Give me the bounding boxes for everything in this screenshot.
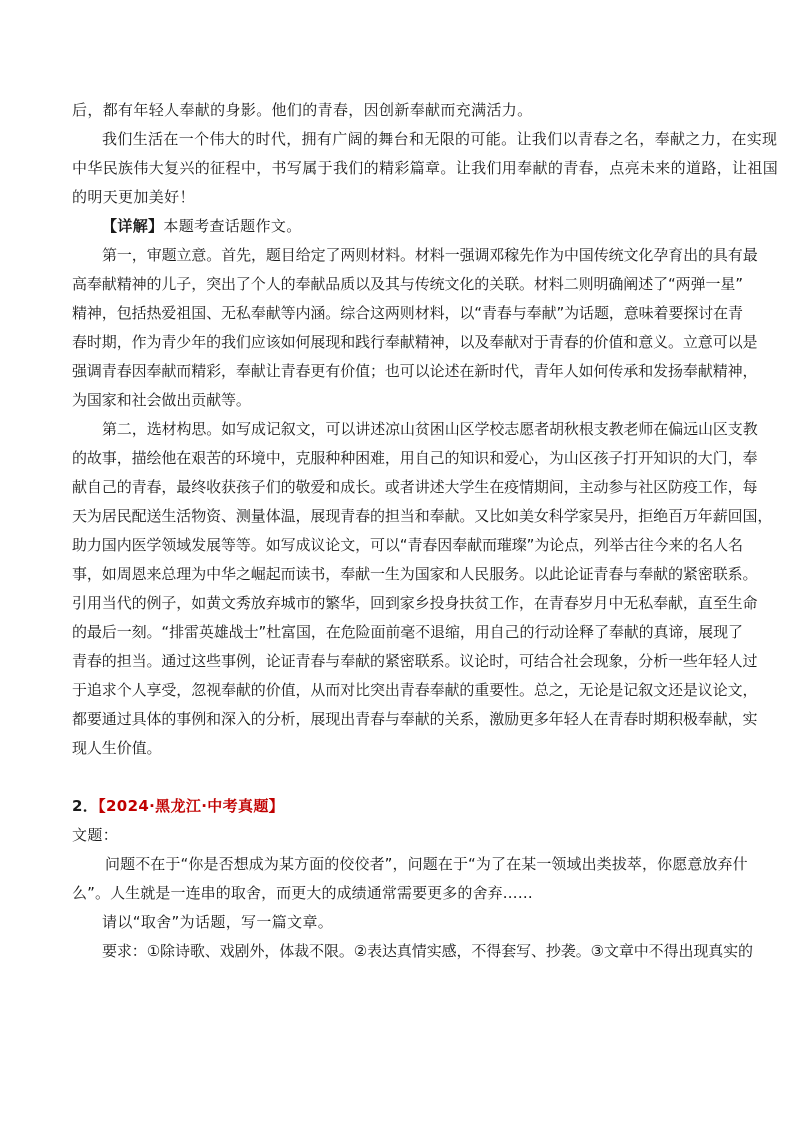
analysis-tag: 【详解】 — [102, 217, 164, 235]
essay-line: 中华民族伟大复兴的征程中，书写属于我们的精彩篇章。让我们用奉献的青春，点亮未来的道路，让祖国 — [72, 159, 779, 177]
prompt-line: 问题不在于“你是否想成为某方面的佼佼者”，问题在于“为了在某一领域出类拔萃，你愿意放弃什 — [105, 855, 748, 873]
question-number: 2． — [72, 797, 99, 815]
analysis-line: 献自己的青春，最终收获孩子们的敬爱和成长。或者讲述大学生在疫情期间，主动参与社区防疫工作，每 — [72, 478, 758, 496]
analysis-line: 现人生价值。 — [72, 739, 162, 757]
essay-line: 的明天更加美好！ — [72, 188, 195, 206]
document-page — [72, 96, 779, 966]
analysis-line: 天为居民配送生活物资、测量体温，展现青春的担当和奉献。又比如美女科学家吴丹，拒绝百万年薪回国， — [72, 507, 773, 525]
analysis-line: 第一，审题立意。首先，题目给定了两则材料。材料一强调邓稼先作为中国传统文化孕育出的具有最 — [102, 246, 758, 264]
question-header — [72, 792, 726, 821]
analysis-line: 于追求个人享受，忽视奉献的价值，从而对比突出青春奉献的重要性。总之，无论是记叙文还是议论文， — [72, 681, 758, 699]
analysis-line: 助力国内医学领域发展等等。如写成议论文，可以“青春因奉献而璀璨”为论点，列举古往今来的名人名 — [72, 536, 743, 554]
analysis-line: 春时期，作为青少年的我们应该如何展现和践行奉献精神，以及奉献对于青春的价值和意义。立意可以是 — [72, 333, 758, 351]
analysis-line: 第二，选材构思。如写成记叙文，可以讲述凉山贫困山区学校志愿者胡秋根支教老师在偏远山区支教 — [102, 420, 758, 438]
prompt-line: 么”。人生就是一连串的取舍，而更大的成绩通常需要更多的舍弃…… — [72, 884, 533, 902]
prompt-requirement: 要求：①除诗歌、戏剧外，体裁不限。②表达真情实感，不得套写、抄袭。③文章中不得出现真实的 — [102, 942, 753, 960]
prompt-instruction: 请以“取舍”为话题，写一篇文章。 — [102, 913, 334, 931]
prompt-label: 文题： — [72, 826, 119, 844]
analysis-line: 青春的担当。通过这些事例，论证青春与奉献的紧密联系。议论时，可结合社会现象，分析一些年轻人过 — [72, 652, 758, 670]
analysis-line: 高奉献精神的儿子，突出了个人的奉献品质以及其与传统文化的关联。材料二则明确阐述了“两弹一星” — [72, 275, 743, 293]
analysis-line: 强调青春因奉献而精彩，奉献让青春更有价值；也可以论述在新时代，青年人如何传承和发扬奉献精神， — [72, 362, 758, 380]
essay-line: 我们生活在一个伟大的时代，拥有广阔的舞台和无限的可能。让我们以青春之名，奉献之力，在实现 — [102, 130, 778, 148]
analysis-line: 都要通过具体的事例和深入的分析，展现出青春与奉献的关系，激励更多年轻人在青春时期积极奉献，实 — [72, 710, 758, 728]
analysis-line: 精神，包括热爱祖国、无私奉献等内涵。综合这两则材料，以“青春与奉献”为话题，意味着要探讨在青 — [72, 304, 743, 322]
analysis-header — [72, 212, 726, 241]
analysis-line: 的故事，描绘他在艰苦的环境中，克服种种困难，用自己的知识和爱心，为山区孩子打开知识的大门，奉 — [72, 449, 758, 467]
analysis-line: 事，如周恩来总理为中华之崛起而读书，奉献一生为国家和人民服务。以此论证青春与奉献的紧密联系。 — [72, 565, 758, 583]
analysis-line: 为国家和社会做出贡献等。 — [72, 391, 251, 409]
section-gap — [72, 763, 726, 792]
analysis-intro: 本题考查话题作文。 — [163, 217, 302, 235]
analysis-line: 引用当代的例子，如黄文秀放弃城市的繁华，回到家乡投身扶贫工作，在青春岁月中无私奉献，直至生命 — [72, 594, 758, 612]
essay-line: 后，都有年轻人奉献的身影。他们的青春，因创新奉献而充满活力。 — [72, 101, 533, 119]
question-source: 【2024·黑龙江·中考真题】 — [98, 797, 285, 815]
analysis-line: 的最后一刻。“排雷英雄战士”杜富国，在危险面前毫不退缩，用自己的行动诠释了奉献的真谛，展现了 — [72, 623, 743, 641]
